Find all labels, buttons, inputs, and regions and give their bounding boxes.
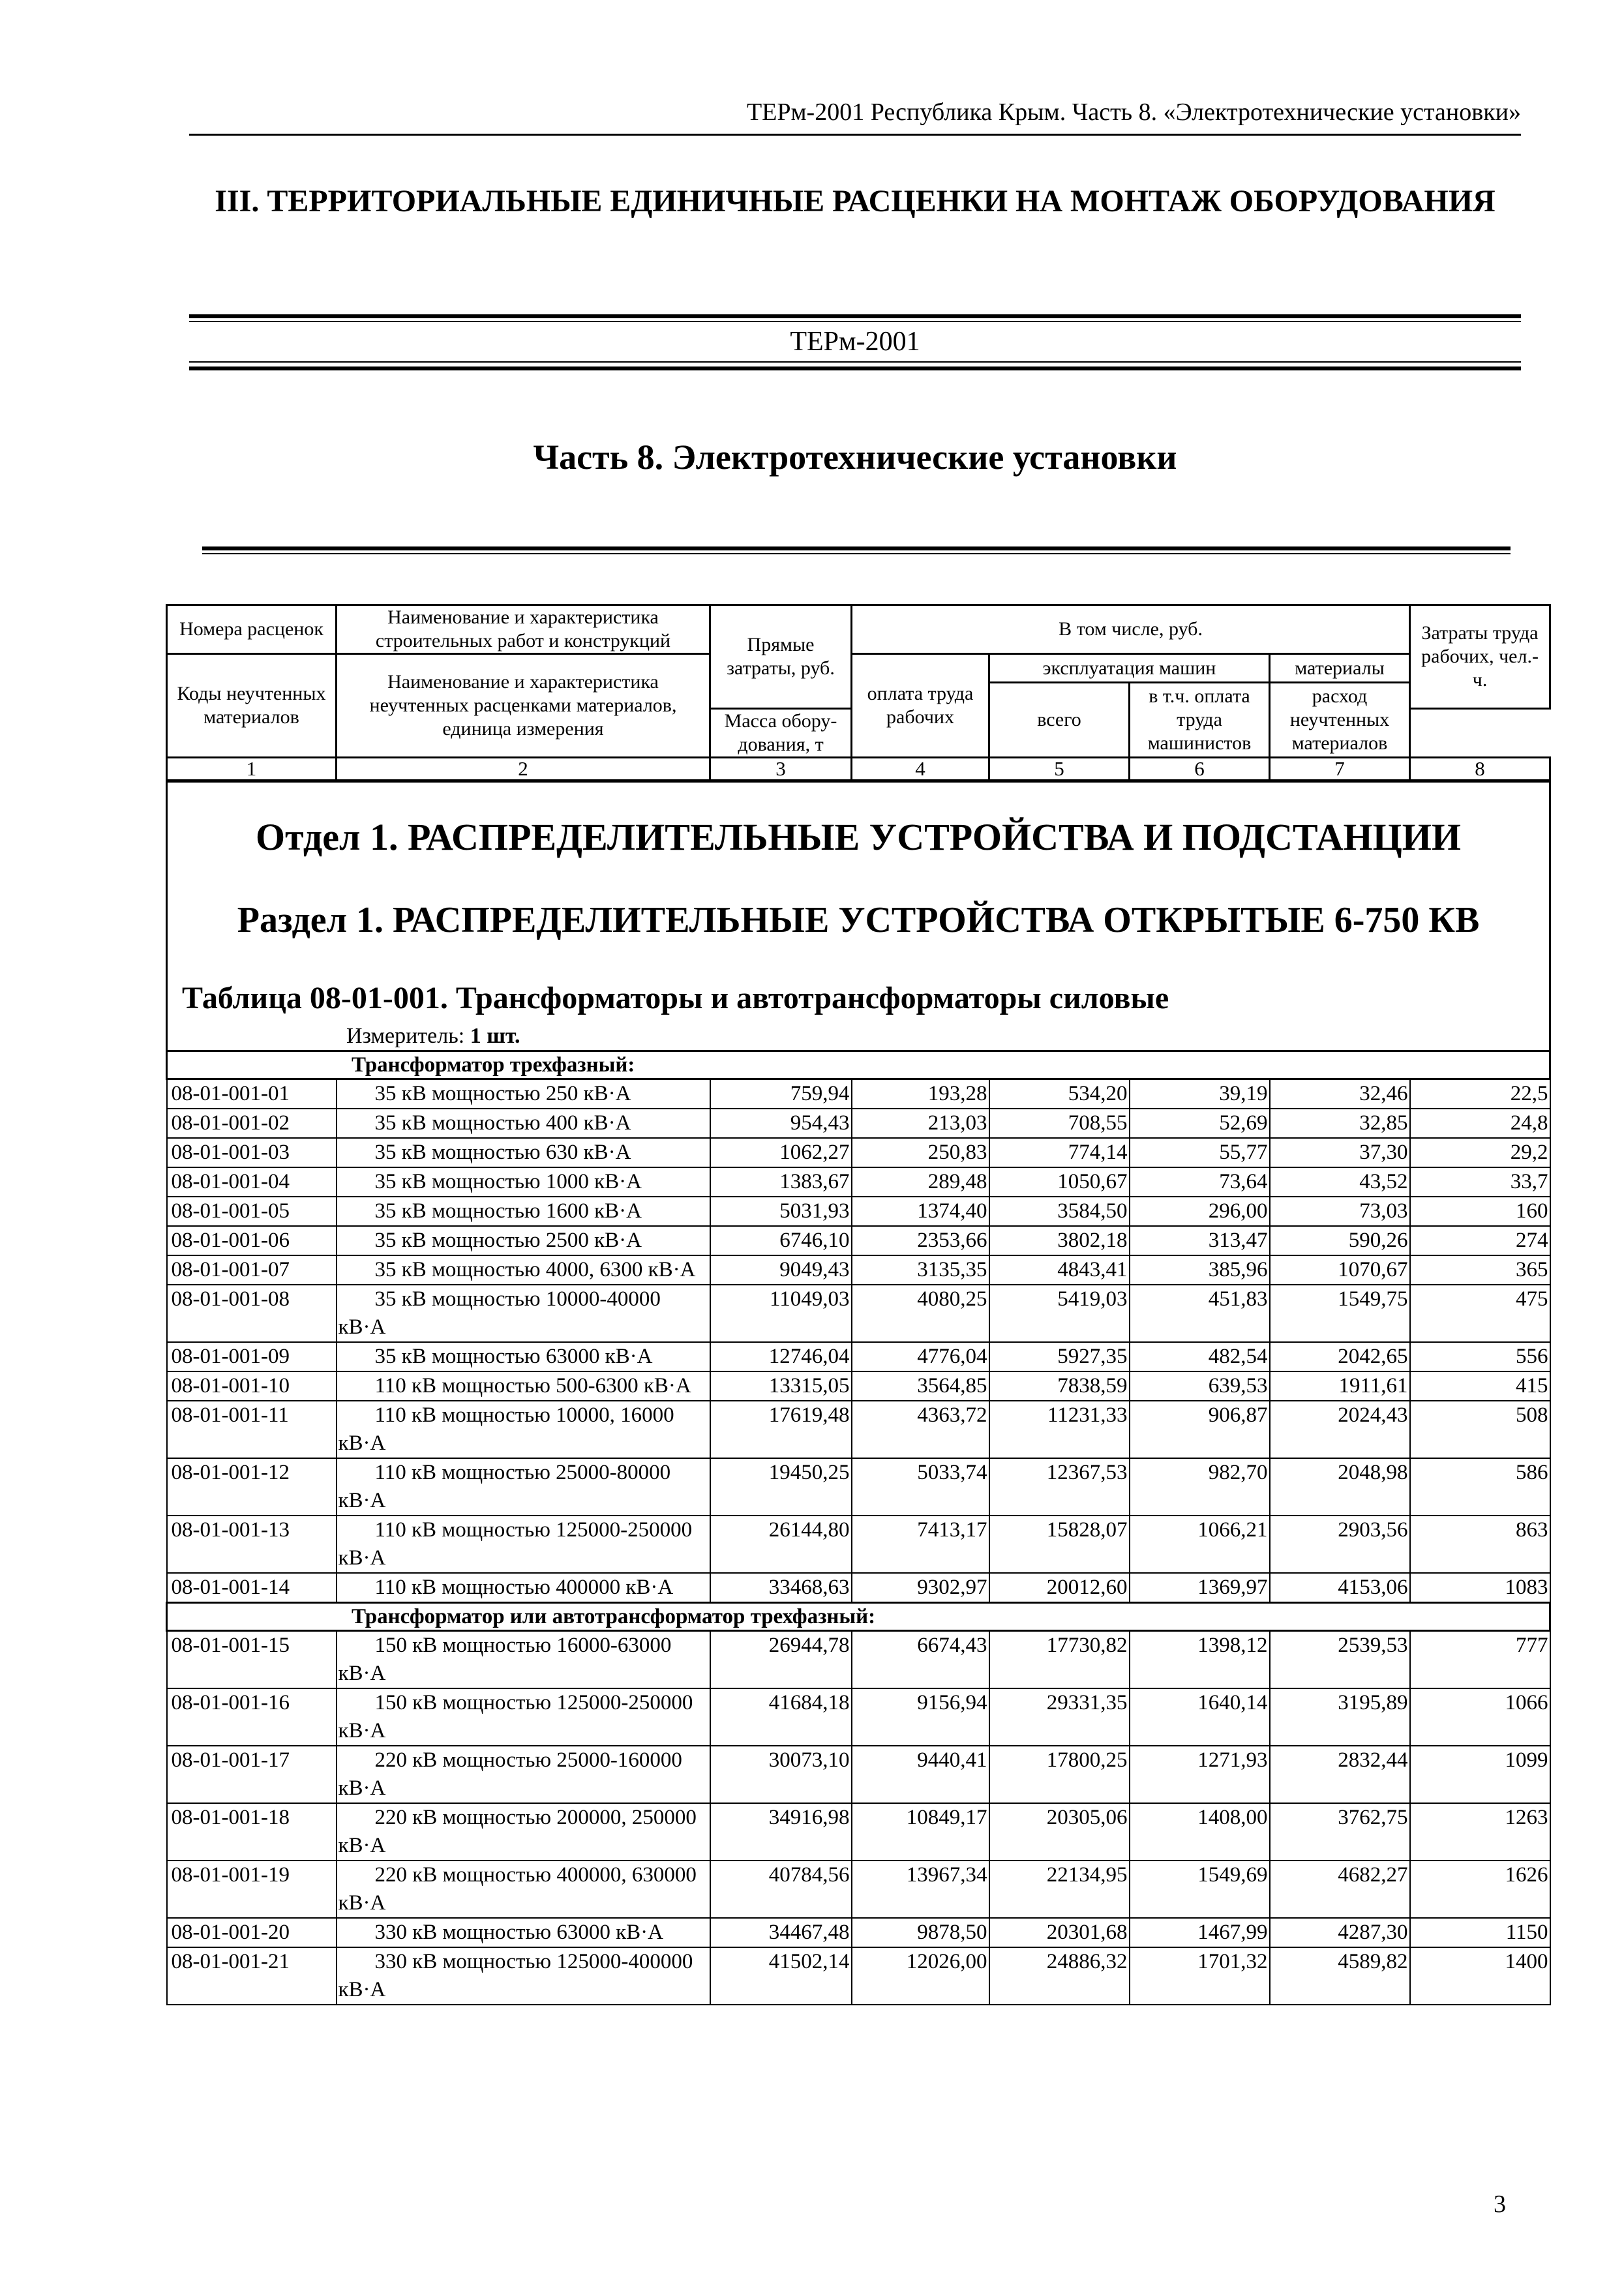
direct-costs-cell: 17619,48 [710,1401,852,1458]
table-title: Таблица 08-01-001. Трансформаторы и автотрансформаторы силовые [182,981,1169,1015]
header-rule [189,134,1521,136]
direct-costs-cell: 19450,25 [710,1458,852,1516]
worker-pay-cell: 13967,34 [852,1861,989,1918]
labor-costs-cell: 29,2 [1410,1138,1550,1167]
meter-value: 1 шт. [470,1024,520,1048]
machinist-pay-cell: 906,87 [1130,1401,1270,1458]
machines-total-cell: 17800,25 [989,1746,1130,1803]
divider [202,546,1511,550]
table-row [167,1573,1550,1603]
machinist-pay-cell: 55,77 [1130,1138,1270,1167]
rate-code-cell: 08-01-001-05 [167,1197,337,1226]
machinist-pay-cell: 1408,00 [1130,1803,1270,1861]
work-name-cell: 110 кВ мощностью 10000, 16000 кВ·А [337,1401,710,1458]
header-materials: материалы [1270,654,1410,683]
materials-cell: 4682,27 [1270,1861,1410,1918]
work-name-cell: 35 кВ мощностью 63000 кВ·А [337,1342,710,1371]
table-row [167,1918,1550,1947]
labor-costs-cell: 415 [1410,1371,1550,1401]
machines-total-cell: 5419,03 [989,1285,1130,1342]
work-name-cell: 35 кВ мощностью 630 кВ·А [337,1138,710,1167]
machines-total-cell: 7838,59 [989,1371,1130,1401]
direct-costs-cell: 1383,67 [710,1167,852,1197]
rate-code-cell: 08-01-001-02 [167,1109,337,1138]
column-number: 2 [337,758,710,781]
materials-cell: 32,46 [1270,1079,1410,1109]
work-name-cell: 330 кВ мощностью 125000-400000 кВ·А [337,1947,710,2005]
rate-code-cell: 08-01-001-08 [167,1285,337,1342]
direct-costs-cell: 5031,93 [710,1197,852,1226]
worker-pay-cell: 5033,74 [852,1458,989,1516]
running-header: ТЕРм-2001 Республика Крым. Часть 8. «Электротехнические установки» [746,98,1521,126]
rate-code-cell: 08-01-001-10 [167,1371,337,1401]
rates-table [166,604,1551,2005]
machinist-pay-cell: 482,54 [1130,1342,1270,1371]
machines-total-cell: 534,20 [989,1079,1130,1109]
part-title: Часть 8. Электротехнические установки [533,438,1177,477]
header-machines-total: всего [989,683,1130,758]
worker-pay-cell: 4776,04 [852,1342,989,1371]
table-row [167,1947,1550,2005]
group-label: Трансформатор или автотрансформатор трехфазный: [167,1603,1550,1631]
labor-costs-cell: 1099 [1410,1746,1550,1803]
header-machinist-pay: в т.ч. оплата труда машинистов [1130,683,1270,758]
direct-costs-cell: 1062,27 [710,1138,852,1167]
work-name-cell: 110 кВ мощностью 25000-80000 кВ·А [337,1458,710,1516]
work-name-cell: 110 кВ мощностью 400000 кВ·А [337,1573,710,1603]
column-number: 8 [1410,758,1550,781]
page-number: 3 [1494,2191,1506,2218]
materials-cell: 2048,98 [1270,1458,1410,1516]
column-number: 1 [167,758,337,781]
rate-code-cell: 08-01-001-14 [167,1573,337,1603]
table-row [167,1342,1550,1371]
machinist-pay-cell: 385,96 [1130,1255,1270,1285]
direct-costs-cell: 9049,43 [710,1255,852,1285]
worker-pay-cell: 289,48 [852,1167,989,1197]
labor-costs-cell: 365 [1410,1255,1550,1285]
labor-costs-cell: 1066 [1410,1688,1550,1746]
section-title: III. ТЕРРИТОРИАЛЬНЫЕ ЕДИНИЧНЫЕ РАСЦЕНКИ НА МОНТАЖ ОБОРУДОВАНИЯ [215,184,1496,218]
materials-cell: 32,85 [1270,1109,1410,1138]
header-worker-pay: оплата труда рабочих [852,654,989,758]
ter-label: ТЕРм-2001 [790,327,920,357]
direct-costs-cell: 11049,03 [710,1285,852,1342]
group-row [167,1603,1550,1631]
labor-costs-cell: 33,7 [1410,1167,1550,1197]
machines-total-cell: 20012,60 [989,1573,1130,1603]
rate-code-cell: 08-01-001-13 [167,1516,337,1573]
machinist-pay-cell: 1467,99 [1130,1918,1270,1947]
worker-pay-cell: 6674,43 [852,1631,989,1689]
rate-code-cell: 08-01-001-21 [167,1947,337,2005]
machinist-pay-cell: 639,53 [1130,1371,1270,1401]
direct-costs-cell: 13315,05 [710,1371,852,1401]
work-name-cell: 220 кВ мощностью 400000, 630000 кВ·А [337,1861,710,1918]
materials-cell: 2024,43 [1270,1401,1410,1458]
work-name-cell: 35 кВ мощностью 2500 кВ·А [337,1226,710,1255]
machinist-pay-cell: 982,70 [1130,1458,1270,1516]
labor-costs-cell: 160 [1410,1197,1550,1226]
department-title: Отдел 1. РАСПРЕДЕЛИТЕЛЬНЫЕ УСТРОЙСТВА И ПОДСТАНЦИИ [256,816,1462,858]
header-unaccounted-materials: расход неучтенных материалов [1270,683,1410,758]
worker-pay-cell: 213,03 [852,1109,989,1138]
direct-costs-cell: 33468,63 [710,1573,852,1603]
machines-total-cell: 1050,67 [989,1167,1130,1197]
rate-code-cell: 08-01-001-17 [167,1746,337,1803]
machinist-pay-cell: 451,83 [1130,1285,1270,1342]
materials-cell: 4287,30 [1270,1918,1410,1947]
direct-costs-cell: 34916,98 [710,1803,852,1861]
divider [189,314,1521,318]
rate-code-cell: 08-01-001-04 [167,1167,337,1197]
materials-cell: 3762,75 [1270,1803,1410,1861]
rate-code-cell: 08-01-001-11 [167,1401,337,1458]
materials-cell: 37,30 [1270,1138,1410,1167]
machines-total-cell: 17730,82 [989,1631,1130,1689]
materials-cell: 73,03 [1270,1197,1410,1226]
rate-code-cell: 08-01-001-20 [167,1918,337,1947]
direct-costs-cell: 41502,14 [710,1947,852,2005]
header-material-codes: Коды неучтенных материалов [167,654,337,758]
work-name-cell: 110 кВ мощностью 500-6300 кВ·А [337,1371,710,1401]
machines-total-cell: 708,55 [989,1109,1130,1138]
group-label: Трансформатор трехфазный: [167,1051,1550,1079]
work-name-cell: 150 кВ мощностью 16000-63000 кВ·А [337,1631,710,1689]
machinist-pay-cell: 39,19 [1130,1079,1270,1109]
labor-costs-cell: 586 [1410,1458,1550,1516]
labor-costs-cell: 24,8 [1410,1109,1550,1138]
column-number: 7 [1270,758,1410,781]
machinist-pay-cell: 1549,69 [1130,1861,1270,1918]
header-rate-numbers: Номера расценок [167,605,337,654]
machines-total-cell: 3802,18 [989,1226,1130,1255]
machines-total-cell: 24886,32 [989,1947,1130,2005]
machinist-pay-cell: 1398,12 [1130,1631,1270,1689]
worker-pay-cell: 9302,97 [852,1573,989,1603]
divider [189,361,1521,363]
rate-code-cell: 08-01-001-19 [167,1861,337,1918]
work-name-cell: 150 кВ мощностью 125000-250000 кВ·А [337,1688,710,1746]
rate-code-cell: 08-01-001-06 [167,1226,337,1255]
table-row [167,1516,1550,1573]
machines-total-cell: 12367,53 [989,1458,1130,1516]
column-number: 4 [852,758,989,781]
machinist-pay-cell: 1271,93 [1130,1746,1270,1803]
worker-pay-cell: 3135,35 [852,1255,989,1285]
direct-costs-cell: 26144,80 [710,1516,852,1573]
worker-pay-cell: 250,83 [852,1138,989,1167]
machines-total-cell: 4843,41 [989,1255,1130,1285]
column-numbers-row [167,758,1550,781]
table-row [167,1631,1550,1689]
section-headings [167,781,1550,1051]
materials-cell: 1911,61 [1270,1371,1410,1401]
group-row [167,1051,1550,1079]
direct-costs-cell: 26944,78 [710,1631,852,1689]
labor-costs-cell: 556 [1410,1342,1550,1371]
table-row [167,1079,1550,1109]
worker-pay-cell: 10849,17 [852,1803,989,1861]
machinist-pay-cell: 73,64 [1130,1167,1270,1197]
work-name-cell: 35 кВ мощностью 250 кВ·А [337,1079,710,1109]
header-direct-costs: Прямые затраты, руб. [710,605,852,709]
worker-pay-cell: 12026,00 [852,1947,989,2005]
worker-pay-cell: 193,28 [852,1079,989,1109]
machines-total-cell: 774,14 [989,1138,1130,1167]
machines-total-cell: 29331,35 [989,1688,1130,1746]
divider [189,367,1521,370]
machinist-pay-cell: 1369,97 [1130,1573,1270,1603]
materials-cell: 4153,06 [1270,1573,1410,1603]
machinist-pay-cell: 296,00 [1130,1197,1270,1226]
materials-cell: 1070,67 [1270,1255,1410,1285]
rate-code-cell: 08-01-001-15 [167,1631,337,1689]
table-row [167,1688,1550,1746]
rate-code-cell: 08-01-001-03 [167,1138,337,1167]
table-row [167,1746,1550,1803]
machinist-pay-cell: 52,69 [1130,1109,1270,1138]
labor-costs-cell: 1400 [1410,1947,1550,2005]
machines-total-cell: 11231,33 [989,1401,1130,1458]
worker-pay-cell: 4080,25 [852,1285,989,1342]
materials-cell: 2832,44 [1270,1746,1410,1803]
column-number: 5 [989,758,1130,781]
materials-cell: 4589,82 [1270,1947,1410,2005]
rate-code-cell: 08-01-001-16 [167,1688,337,1746]
labor-costs-cell: 475 [1410,1285,1550,1342]
labor-costs-cell: 777 [1410,1631,1550,1689]
table-row [167,1371,1550,1401]
work-name-cell: 35 кВ мощностью 1600 кВ·А [337,1197,710,1226]
table-row [167,1458,1550,1516]
labor-costs-cell: 863 [1410,1516,1550,1573]
worker-pay-cell: 2353,66 [852,1226,989,1255]
worker-pay-cell: 9440,41 [852,1746,989,1803]
work-name-cell: 220 кВ мощностью 200000, 250000 кВ·А [337,1803,710,1861]
worker-pay-cell: 9878,50 [852,1918,989,1947]
materials-cell: 2903,56 [1270,1516,1410,1573]
work-name-cell: 35 кВ мощностью 10000-40000 кВ·А [337,1285,710,1342]
machinist-pay-cell: 313,47 [1130,1226,1270,1255]
header-equipment-mass: Масса обору-дования, т [710,709,852,758]
worker-pay-cell: 9156,94 [852,1688,989,1746]
materials-cell: 2042,65 [1270,1342,1410,1371]
machines-total-cell: 20305,06 [989,1803,1130,1861]
header-material-name: Наименование и характеристика неучтенных расценками материалов, единица измерения [337,654,710,758]
table-row [167,1401,1550,1458]
labor-costs-cell: 1083 [1410,1573,1550,1603]
work-name-cell: 110 кВ мощностью 125000-250000 кВ·А [337,1516,710,1573]
labor-costs-cell: 1626 [1410,1861,1550,1918]
table-row [167,1803,1550,1861]
table-row [167,1285,1550,1342]
header-machines: эксплуатация машин [989,654,1270,683]
table-row [167,1109,1550,1138]
table-row [167,1138,1550,1167]
rate-code-cell: 08-01-001-01 [167,1079,337,1109]
labor-costs-cell: 508 [1410,1401,1550,1458]
column-number: 3 [710,758,852,781]
table-row [167,1226,1550,1255]
machinist-pay-cell: 1640,14 [1130,1688,1270,1746]
worker-pay-cell: 3564,85 [852,1371,989,1401]
worker-pay-cell: 4363,72 [852,1401,989,1458]
rate-code-cell: 08-01-001-09 [167,1342,337,1371]
header-labor-costs: Затраты труда рабочих, чел.-ч. [1410,605,1550,709]
rate-code-cell: 08-01-001-12 [167,1458,337,1516]
worker-pay-cell: 7413,17 [852,1516,989,1573]
machines-total-cell: 5927,35 [989,1342,1130,1371]
work-name-cell: 35 кВ мощностью 4000, 6300 кВ·А [337,1255,710,1285]
direct-costs-cell: 34467,48 [710,1918,852,1947]
direct-costs-cell: 41684,18 [710,1688,852,1746]
materials-cell: 2539,53 [1270,1631,1410,1689]
rate-code-cell: 08-01-001-07 [167,1255,337,1285]
labor-costs-cell: 274 [1410,1226,1550,1255]
labor-costs-cell: 22,5 [1410,1079,1550,1109]
header-including: В том числе, руб. [852,605,1410,654]
header-work-name: Наименование и характеристика строительных работ и конструкций [337,605,710,654]
division-title: Раздел 1. РАСПРЕДЕЛИТЕЛЬНЫЕ УСТРОЙСТВА ОТКРЫТЫЕ 6-750 КВ [237,900,1480,940]
direct-costs-cell: 954,43 [710,1109,852,1138]
labor-costs-cell: 1263 [1410,1803,1550,1861]
divider [202,553,1511,554]
work-name-cell: 330 кВ мощностью 63000 кВ·А [337,1918,710,1947]
machinist-pay-cell: 1066,21 [1130,1516,1270,1573]
work-name-cell: 35 кВ мощностью 1000 кВ·А [337,1167,710,1197]
work-name-cell: 220 кВ мощностью 25000-160000 кВ·А [337,1746,710,1803]
work-name-cell: 35 кВ мощностью 400 кВ·А [337,1109,710,1138]
divider [189,321,1521,322]
direct-costs-cell: 40784,56 [710,1861,852,1918]
machines-total-cell: 15828,07 [989,1516,1130,1573]
table-row [167,1167,1550,1197]
machines-total-cell: 22134,95 [989,1861,1130,1918]
rate-code-cell: 08-01-001-18 [167,1803,337,1861]
table-row [167,1197,1550,1226]
direct-costs-cell: 30073,10 [710,1746,852,1803]
materials-cell: 3195,89 [1270,1688,1410,1746]
worker-pay-cell: 1374,40 [852,1197,989,1226]
column-number: 6 [1130,758,1270,781]
direct-costs-cell: 6746,10 [710,1226,852,1255]
unit-of-measure [168,1024,1549,1050]
materials-cell: 1549,75 [1270,1285,1410,1342]
meter-label: Измеритель: [346,1024,465,1048]
table-row [167,1255,1550,1285]
labor-costs-cell: 1150 [1410,1918,1550,1947]
machinist-pay-cell: 1701,32 [1130,1947,1270,2005]
materials-cell: 590,26 [1270,1226,1410,1255]
machines-total-cell: 3584,50 [989,1197,1130,1226]
direct-costs-cell: 759,94 [710,1079,852,1109]
machines-total-cell: 20301,68 [989,1918,1130,1947]
table-row [167,1861,1550,1918]
direct-costs-cell: 12746,04 [710,1342,852,1371]
materials-cell: 43,52 [1270,1167,1410,1197]
